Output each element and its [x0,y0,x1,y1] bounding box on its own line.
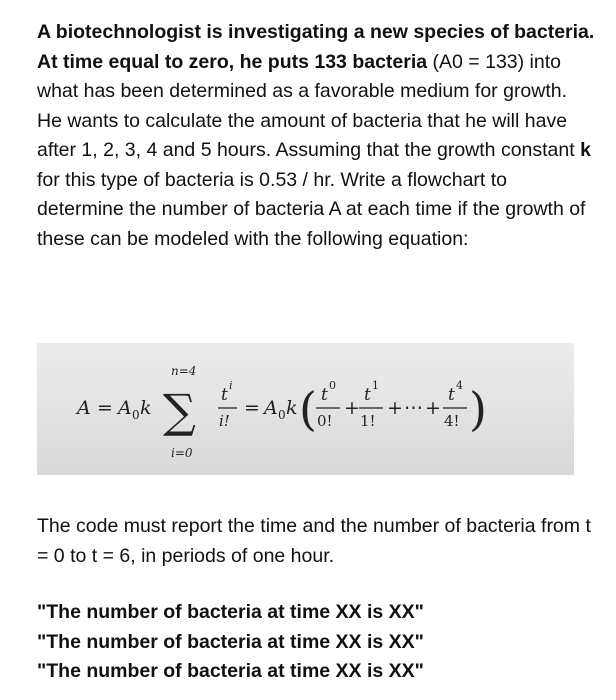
formula-sub-0: 0 [132,408,140,422]
output-line: "The number of bacteria at time XX is XX" [37,630,424,653]
formula-equals-1: = [97,397,113,419]
open-paren: ( [299,382,317,436]
formula-var-k-expanded: k [286,397,298,419]
close-paren: ) [469,382,487,436]
formula-image [37,343,574,475]
frac-exp-1: 1 [372,379,379,392]
growth-constant-symbol: k [580,139,591,161]
frac-exp-0: 0 [329,379,336,392]
frac-exp-i: i [229,379,233,392]
output-line: "The number of bacteria at time XX is XX" [37,660,424,682]
formula-equals-2: = [244,397,260,419]
output-format-lines [37,598,597,687]
frac-den-4: 4! [444,412,460,430]
sum-upper-limit: n=4 [171,364,197,378]
instructions-text: The code must report the time and the number of bacteria from t = 0 to t = 6, in periods of one hour. [37,515,591,567]
plus-1: + [344,397,360,419]
frac-t-1: t [364,385,371,405]
growth-equation [37,343,574,475]
frac-den-1: 1! [360,412,376,430]
sum-lower-limit: i=0 [171,446,193,460]
plus-2: + [387,397,403,419]
formula-sub-0-expanded: 0 [278,408,286,422]
plus-3: + [425,397,441,419]
formula-var-A0: A [118,397,132,419]
ellipsis: ⋯ [404,397,423,419]
sigma-symbol: ∑ [163,384,196,438]
frac-exp-4: 4 [456,379,463,392]
frac-den-0: 0! [317,412,333,430]
formula-var-A0-expanded: A [264,397,278,419]
frac-den-i: i! [219,412,230,430]
problem-statement [37,18,597,254]
problem-intro-bold: A biotechnologist is investigating a new species of bacteria. At time equal to zero, he puts 133 bacteria [37,21,595,73]
frac-t-4: t [448,385,455,405]
formula-var-A: A [77,397,91,419]
formula-var-k: k [140,397,152,419]
problem-intro-end: for this type of bacteria is 0.53 / hr. Write a flowchart to determine the number of bacteria A at each time if the growth of these can be modeled with the following equation: [37,168,586,250]
frac-t-0: t [321,385,328,405]
problem-intro-text: (A0 = 133) into what has been determined as a favorable medium for growth. He wants to calculate the amount of bacteria that he will have after 1, 2, 3, 4 and 5 hours. Assuming that the growth constant [37,50,575,161]
output-line: "The number of bacteria at time XX is XX" [37,601,424,623]
frac-t-i: t [221,385,228,405]
